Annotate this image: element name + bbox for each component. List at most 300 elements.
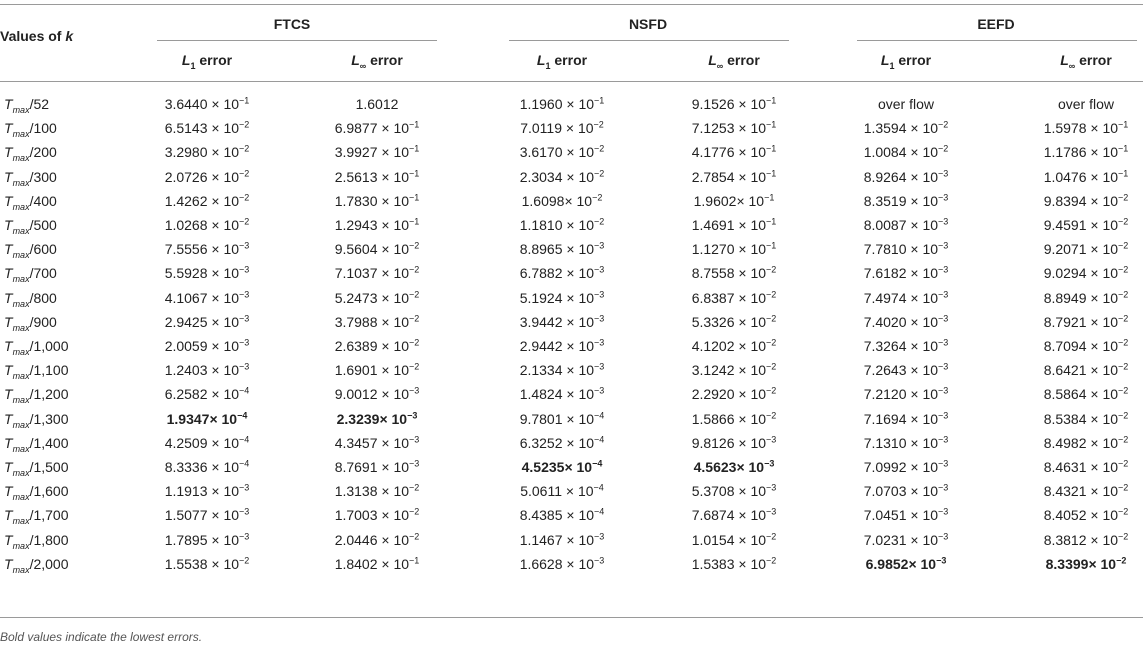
cell-exponent: −3 [594, 264, 605, 275]
cell-exponent: −3 [938, 530, 949, 541]
cell-exponent: −2 [594, 216, 605, 227]
row-k-sub: max [12, 516, 30, 527]
row-k-value: $T_{max}/1,000$ [4, 338, 69, 357]
row-k-var: T [4, 362, 13, 379]
cell-exponent: −2 [593, 119, 604, 130]
cell-exponent: −2 [239, 143, 250, 154]
row-k-value: $T_{max}/100$ [4, 120, 57, 139]
row-k-var: T [4, 241, 13, 258]
col-header-var: L [880, 52, 890, 68]
table-cell: $1.7003 \times 10^{-2}$ [334, 506, 420, 524]
row-k-value: $T_{max}/1,800$ [4, 531, 69, 551]
cell-exponent: −2 [409, 240, 420, 251]
cell-exponent: −3 [239, 240, 250, 251]
cell-exponent: −2 [766, 361, 777, 372]
cell-exponent: −4 [594, 506, 605, 517]
row-k-var: T [4, 459, 13, 475]
cell-exponent: −1 [239, 95, 250, 106]
table-cell: $1.5077 \times 10^{-3}$ [164, 506, 250, 524]
row-k-value: $T_{max}/900$ [4, 313, 57, 333]
cell-exponent: −3 [764, 458, 775, 469]
cell-exponent: −1 [766, 216, 777, 227]
cell-exponent: −2 [1118, 409, 1129, 420]
table-cell: $1.8402 \times 10^{-1}$ [334, 555, 420, 572]
cell-exponent: −3 [594, 530, 605, 541]
cell-exponent: −1 [409, 192, 420, 203]
table-cell: $2.3034 \times 10^{-2}$ [519, 167, 605, 185]
table-cell: $2.9442 \times 10^{-3}$ [519, 337, 605, 354]
row-k-value: $T_{max}/400$ [4, 192, 57, 212]
cell-exponent: −2 [409, 264, 420, 275]
cell-exponent: −2 [409, 530, 420, 541]
row-k-sub: max [12, 322, 30, 333]
table-cell: $9.5604 \times 10^{-2}$ [334, 240, 420, 258]
table-cell: $7.2643 \times 10^{-3}$ [863, 361, 949, 379]
cell-exponent: −2 [766, 555, 777, 566]
table-cell: $6.9877 \times 10^{-1}$ [334, 119, 420, 137]
cell-exponent: −2 [766, 385, 777, 396]
cell-exponent: −2 [1118, 506, 1129, 517]
cell-exponent: −2 [766, 288, 777, 299]
cell-exponent: −4 [592, 458, 603, 469]
table-cell: $8.6421 \times 10^{-2}$ [1043, 361, 1129, 379]
table-cell: $5.3326 \times 10^{-2}$ [691, 313, 777, 330]
group-rule-nsfd [509, 40, 789, 41]
row-k-value: $T_{max}/500$ [4, 217, 57, 236]
table-cell: over flow [877, 96, 935, 112]
table-cell: $4.3457 \times 10^{-3}$ [334, 434, 420, 451]
table-cell: $8.3519 \times 10^{-3}$ [863, 192, 949, 209]
table-cell: $4.5235\times 10^{-4}$ [521, 458, 603, 475]
cell-exponent: −3 [594, 240, 605, 251]
row-k-var: T [4, 555, 13, 572]
row-k-sub: max [12, 201, 30, 212]
cell-exponent: −3 [409, 385, 420, 396]
cell-exponent: −2 [409, 337, 420, 348]
row-k-var: T [4, 289, 13, 306]
table-cell: $7.4020 \times 10^{-3}$ [863, 313, 949, 330]
table-cell: $8.3399\times 10^{-2}$ [1045, 555, 1127, 572]
table-cell: $1.6098\times 10^{-2}$ [521, 192, 603, 209]
table-cell: $1.6901 \times 10^{-2}$ [334, 361, 420, 379]
table-cell: $7.1253 \times 10^{-1}$ [691, 119, 777, 137]
table-cell: $3.2980 \times 10^{-2}$ [164, 143, 250, 161]
col-header-sub: ∞ [1068, 60, 1076, 71]
row-k-var: T [4, 410, 13, 427]
table-cell: $7.4974 \times 10^{-3}$ [863, 288, 949, 306]
cell-exponent: −3 [938, 216, 949, 227]
cell-exponent: −2 [766, 409, 777, 420]
table-cell: $1.5538 \times 10^{-2}$ [164, 555, 250, 572]
cell-exponent: −1 [1118, 143, 1129, 154]
table-cell: $2.9425 \times 10^{-3}$ [164, 313, 250, 330]
table-cell: $3.9927 \times 10^{-1}$ [334, 143, 420, 161]
row-label-var: k [65, 28, 74, 44]
cell-exponent: −2 [239, 167, 250, 178]
table-cell: $7.6182 \times 10^{-3}$ [863, 264, 949, 282]
cell-exponent: −1 [1118, 119, 1129, 130]
cell-exponent: −1 [766, 240, 777, 251]
row-k-value: $T_{max}/1,500$ [4, 459, 69, 478]
row-k-value: $T_{max}/2,000$ [4, 555, 69, 575]
cell-exponent: −3 [594, 361, 605, 372]
table-cell: $2.3239\times 10^{-3}$ [336, 409, 418, 427]
cell-exponent: −3 [938, 288, 949, 299]
row-k-sub: max [12, 274, 30, 285]
table-cell: $1.7895 \times 10^{-3}$ [164, 530, 250, 548]
cell-exponent: −2 [1118, 192, 1129, 203]
cell-exponent: −2 [409, 361, 420, 372]
row-k-sub: max [12, 564, 30, 575]
row-k-var: T [4, 483, 13, 500]
footnote: Bold values indicate the lowest errors. [0, 630, 203, 644]
col-header-sub: 1 [889, 60, 895, 71]
table-cell: $7.0451 \times 10^{-3}$ [863, 506, 949, 524]
table-cell: $1.1810 \times 10^{-2}$ [519, 216, 605, 233]
table-cell: $7.1694 \times 10^{-3}$ [863, 409, 949, 427]
row-k-value: $T_{max}/300$ [4, 168, 57, 188]
cell-exponent: −2 [1118, 458, 1129, 469]
cell-exponent: −2 [239, 555, 250, 566]
cell-exponent: −2 [409, 313, 420, 324]
cell-exponent: −2 [1118, 313, 1129, 324]
cell-exponent: −3 [938, 506, 949, 517]
cell-exponent: −2 [594, 143, 605, 154]
row-k-var: T [4, 96, 13, 112]
table-cell: $7.0119 \times 10^{-2}$ [520, 119, 604, 137]
cell-exponent: −1 [1118, 167, 1129, 178]
cell-exponent: −2 [766, 530, 777, 541]
row-k-sub: max [12, 298, 30, 309]
cell-exponent: −2 [1118, 385, 1129, 396]
table-cell: $8.0087 \times 10^{-3}$ [863, 216, 949, 233]
row-k-value: $T_{max}/52$ [4, 96, 50, 115]
cell-exponent: −3 [938, 361, 949, 372]
cell-exponent: −2 [592, 192, 603, 203]
table-cell: $5.0611 \times 10^{-4}$ [520, 482, 604, 500]
row-k-var: T [4, 531, 13, 548]
cell-exponent: −3 [938, 167, 949, 178]
table-cell: $1.1270 \times 10^{-1}$ [691, 240, 777, 258]
col-header-sub: ∞ [359, 60, 367, 71]
row-k-sub: max [12, 153, 30, 164]
table-cell: $5.2473 \times 10^{-2}$ [334, 288, 420, 306]
table-cell: $8.7558 \times 10^{-2}$ [691, 264, 777, 282]
cell-exponent: −2 [766, 313, 777, 324]
table-cell: $2.0059 \times 10^{-3}$ [164, 337, 250, 354]
cell-exponent: −1 [409, 167, 420, 178]
group-title-eefd: EEFD [977, 16, 1015, 32]
cell-exponent: −3 [594, 555, 605, 566]
group-title-ftcs: FTCS [273, 16, 311, 32]
table-cell: $5.5928 \times 10^{-3}$ [164, 264, 250, 282]
table-cell: $2.0446 \times 10^{-2}$ [334, 530, 420, 548]
table-cell: $8.8965 \times 10^{-3}$ [519, 240, 605, 258]
table-cell: $8.9264 \times 10^{-3}$ [863, 167, 949, 185]
cell-exponent: −4 [239, 434, 250, 445]
cell-exponent: −3 [594, 288, 605, 299]
bottom-rule [0, 617, 1143, 618]
row-k-sub: max [12, 370, 30, 381]
row-k-var: T [4, 507, 13, 524]
row-k-sub: max [12, 128, 30, 139]
table-cell: $8.5864 \times 10^{-2}$ [1043, 385, 1129, 403]
col-header-sub: 1 [190, 60, 196, 71]
cell-exponent: −3 [239, 313, 250, 324]
col-header-nsfd-1: $L_\infty$ error [708, 52, 760, 71]
col-header-sub: ∞ [716, 60, 724, 71]
row-k-var: T [4, 217, 13, 233]
cell-exponent: −3 [409, 458, 420, 469]
table-cell: $1.1960 \times 10^{-1}$ [519, 95, 605, 112]
cell-exponent: −3 [938, 482, 949, 493]
cell-exponent: −1 [409, 555, 420, 566]
row-k-value: $T_{max}/1,300$ [4, 410, 69, 430]
table-cell: $3.6170 \times 10^{-2}$ [519, 143, 605, 161]
table-cell: $8.4631 \times 10^{-2}$ [1043, 458, 1129, 475]
cell-exponent: −3 [239, 530, 250, 541]
row-k-value: $T_{max}/1,100$ [4, 362, 69, 381]
table-cell: $9.4591 \times 10^{-2}$ [1043, 216, 1129, 233]
table-cell: $1.5978 \times 10^{-1}$ [1043, 119, 1129, 137]
cell-exponent: −2 [409, 482, 420, 493]
table-cell: $9.8394 \times 10^{-2}$ [1043, 192, 1129, 209]
cell-exponent: −4 [594, 409, 605, 420]
table-cell: $1.0154 \times 10^{-2}$ [691, 530, 777, 548]
table-cell: $8.4385 \times 10^{-4}$ [519, 506, 605, 524]
table-cell: $1.4262 \times 10^{-2}$ [164, 192, 250, 209]
cell-exponent: −2 [1116, 555, 1127, 566]
cell-exponent: −4 [237, 409, 248, 420]
cell-exponent: −4 [593, 482, 604, 493]
table-cell: $3.6440 \times 10^{-1}$ [164, 95, 250, 112]
table-cell: $9.2071 \times 10^{-2}$ [1043, 240, 1129, 258]
table-cell: $3.9442 \times 10^{-3}$ [519, 313, 605, 330]
table-cell: $8.3812 \times 10^{-2}$ [1043, 530, 1129, 548]
cell-exponent: −3 [239, 264, 250, 275]
row-k-sub: max [12, 491, 30, 502]
cell-exponent: −3 [239, 506, 250, 517]
row-k-value: $T_{max}/800$ [4, 289, 57, 309]
cell-exponent: −1 [409, 143, 420, 154]
table-cell: $6.3252 \times 10^{-4}$ [519, 434, 605, 451]
row-k-sub: max [12, 443, 30, 454]
cell-exponent: −4 [239, 385, 250, 396]
table-cell: $6.5143 \times 10^{-2}$ [164, 119, 250, 137]
cell-exponent: −2 [766, 337, 777, 348]
row-k-value: $T_{max}/1,400$ [4, 434, 69, 454]
col-header-var: L [708, 52, 717, 68]
table-cell: $1.9602\times 10^{-1}$ [693, 192, 775, 209]
table-cell: $4.5623\times 10^{-3}$ [693, 458, 775, 475]
row-k-var: T [4, 386, 13, 403]
group-rule-ftcs [157, 40, 437, 41]
row-k-var: T [4, 338, 13, 354]
cell-exponent: −1 [766, 143, 777, 154]
table-cell: $1.9347\times 10^{-4}$ [166, 409, 248, 427]
cell-exponent: −2 [1118, 361, 1129, 372]
table-cell: $6.2582 \times 10^{-4}$ [164, 385, 250, 403]
table-cell: $8.7691 \times 10^{-3}$ [334, 458, 420, 475]
col-header-ftcs-0: $L_1$ error [181, 52, 233, 71]
cell-exponent: −2 [938, 143, 949, 154]
table-cell: $7.3264 \times 10^{-3}$ [863, 337, 949, 354]
cell-exponent: −3 [594, 385, 605, 396]
row-k-var: T [4, 265, 13, 282]
table-cell: $9.8126 \times 10^{-3}$ [691, 434, 777, 451]
cell-exponent: −2 [1118, 288, 1129, 299]
row-k-value: $T_{max}/200$ [4, 144, 57, 164]
row-k-var: T [4, 168, 13, 185]
table-cell: $2.2920 \times 10^{-2}$ [691, 385, 777, 403]
cell-exponent: −2 [1118, 240, 1129, 251]
table-cell: $7.0703 \times 10^{-3}$ [863, 482, 949, 500]
row-k-value: $T_{max}/600$ [4, 241, 57, 260]
table-cell: $8.4321 \times 10^{-2}$ [1043, 482, 1129, 500]
table-cell: $1.0084 \times 10^{-2}$ [863, 143, 949, 161]
table-cell: $7.5556 \times 10^{-3}$ [164, 240, 250, 258]
table-cell: $9.1526 \times 10^{-1}$ [691, 95, 777, 112]
cell-exponent: −3 [936, 555, 947, 566]
cell-exponent: −3 [239, 482, 250, 493]
table-cell: $7.1037 \times 10^{-2}$ [334, 264, 420, 282]
group-title-nsfd: NSFD [628, 16, 668, 32]
row-k-sub: max [12, 467, 30, 478]
top-rule [0, 4, 1143, 5]
cell-exponent: −3 [594, 337, 605, 348]
table-cell: $8.7921 \times 10^{-2}$ [1043, 313, 1129, 330]
table-cell: $1.5866 \times 10^{-2}$ [691, 409, 777, 427]
cell-exponent: −3 [938, 192, 949, 203]
col-header-var: L [536, 52, 546, 68]
row-k-sub: max [12, 177, 30, 188]
table-cell: $1.3138 \times 10^{-2}$ [334, 482, 420, 500]
cell-exponent: −1 [766, 119, 777, 130]
col-header-ftcs-1: $L_\infty$ error [351, 52, 403, 71]
cell-exponent: −1 [764, 192, 775, 203]
row-k-sub: max [12, 104, 30, 115]
cell-exponent: −3 [407, 409, 418, 420]
cell-exponent: −2 [766, 264, 777, 275]
group-rule-eefd [857, 40, 1137, 41]
cell-exponent: −4 [594, 434, 605, 445]
table-cell: $8.5384 \times 10^{-2}$ [1043, 409, 1129, 427]
table-cell: over flow [1057, 96, 1115, 112]
table-cell: $1.6628 \times 10^{-3}$ [519, 555, 605, 572]
cell-exponent: −3 [239, 361, 250, 372]
row-k-value: $T_{max}/1,600$ [4, 483, 69, 502]
table-cell: $6.8387 \times 10^{-2}$ [691, 288, 777, 306]
table-cell: $7.1310 \times 10^{-3}$ [863, 434, 949, 451]
row-k-value: $T_{max}/1,700$ [4, 507, 69, 527]
col-header-eefd-0: $L_1$ error [880, 52, 932, 71]
table-cell: $1.3594 \times 10^{-2}$ [863, 119, 949, 137]
cell-exponent: −1 [766, 167, 777, 178]
col-header-sub: 1 [545, 60, 551, 71]
cell-exponent: −2 [1118, 482, 1129, 493]
col-header-var: L [351, 52, 360, 68]
cell-exponent: −2 [239, 119, 250, 130]
row-k-value: $T_{max}/700$ [4, 265, 57, 285]
table-cell: $9.7801 \times 10^{-4}$ [519, 409, 605, 427]
cell-exponent: −3 [938, 313, 949, 324]
row-k-sub: max [12, 540, 30, 551]
table-cell: $8.4982 \times 10^{-2}$ [1043, 434, 1129, 451]
cell-exponent: −3 [239, 337, 250, 348]
cell-exponent: −2 [1118, 434, 1129, 445]
table-cell: $7.0231 \times 10^{-3}$ [863, 530, 949, 548]
table-cell: $7.2120 \times 10^{-3}$ [863, 385, 949, 403]
cell-exponent: −2 [239, 192, 250, 203]
cell-exponent: −3 [594, 313, 605, 324]
table-cell: $1.1786 \times 10^{-1}$ [1043, 143, 1129, 161]
cell-exponent: −2 [1118, 216, 1129, 227]
cell-exponent: −3 [938, 240, 949, 251]
table-cell: $4.1202 \times 10^{-2}$ [691, 337, 777, 354]
table-cell: $1.4691 \times 10^{-1}$ [691, 216, 777, 233]
cell-exponent: −3 [766, 482, 777, 493]
table-cell: $8.7094 \times 10^{-2}$ [1043, 337, 1129, 354]
row-k-sub: max [12, 346, 30, 357]
col-header-var: L [181, 52, 191, 68]
table-cell: $7.0992 \times 10^{-3}$ [863, 458, 949, 475]
row-k-var: T [4, 192, 13, 209]
col-header-nsfd-0: $L_1$ error [536, 52, 588, 71]
table-cell: $1.2403 \times 10^{-3}$ [164, 361, 250, 379]
table-cell: $1.0476 \times 10^{-1}$ [1043, 167, 1129, 185]
table-cell: $2.5613 \times 10^{-1}$ [334, 167, 420, 185]
table-cell: $8.8949 \times 10^{-2}$ [1043, 288, 1129, 306]
cell-exponent: −2 [409, 288, 420, 299]
col-header-eefd-1: $L_\infty$ error [1060, 52, 1112, 71]
cell-exponent: −1 [409, 216, 420, 227]
cell-exponent: −2 [239, 216, 250, 227]
cell-exponent: −3 [766, 434, 777, 445]
cell-exponent: −2 [1118, 530, 1129, 541]
cell-exponent: −2 [594, 167, 605, 178]
row-k-sub: max [12, 395, 30, 406]
cell-exponent: −2 [938, 119, 949, 130]
cell-exponent: −3 [938, 337, 949, 348]
cell-exponent: −3 [938, 434, 949, 445]
row-label-header: Values of k [0, 28, 74, 44]
row-k-var: T [4, 434, 13, 451]
table-cell: $9.0294 \times 10^{-2}$ [1043, 264, 1129, 282]
table-cell: $4.1067 \times 10^{-3}$ [164, 288, 250, 306]
cell-exponent: −4 [239, 458, 250, 469]
table-cell: $4.2509 \times 10^{-4}$ [164, 434, 250, 451]
table-cell: $6.9852\times 10^{-3}$ [865, 555, 947, 572]
table-cell: $2.6389 \times 10^{-2}$ [334, 337, 420, 354]
table-cell: $2.7854 \times 10^{-1}$ [691, 167, 777, 185]
cell-exponent: −1 [409, 119, 420, 130]
table-cell: $5.1924 \times 10^{-3}$ [519, 288, 605, 306]
cell-exponent: −3 [938, 458, 949, 469]
table-cell: $1.7830 \times 10^{-1}$ [334, 192, 420, 209]
table-cell: $1.2943 \times 10^{-1}$ [334, 216, 420, 233]
row-k-var: T [4, 144, 13, 161]
cell-exponent: −3 [239, 288, 250, 299]
cell-exponent: −3 [766, 506, 777, 517]
cell-exponent: −1 [766, 95, 777, 106]
row-k-var: T [4, 313, 13, 330]
header-rule [0, 81, 1143, 82]
table-cell: $8.4052 \times 10^{-2}$ [1043, 506, 1129, 524]
row-k-var: T [4, 120, 13, 137]
table-cell: $7.7810 \times 10^{-3}$ [863, 240, 949, 258]
cell-exponent: −2 [409, 506, 420, 517]
table-cell: $9.0012 \times 10^{-3}$ [334, 385, 420, 403]
